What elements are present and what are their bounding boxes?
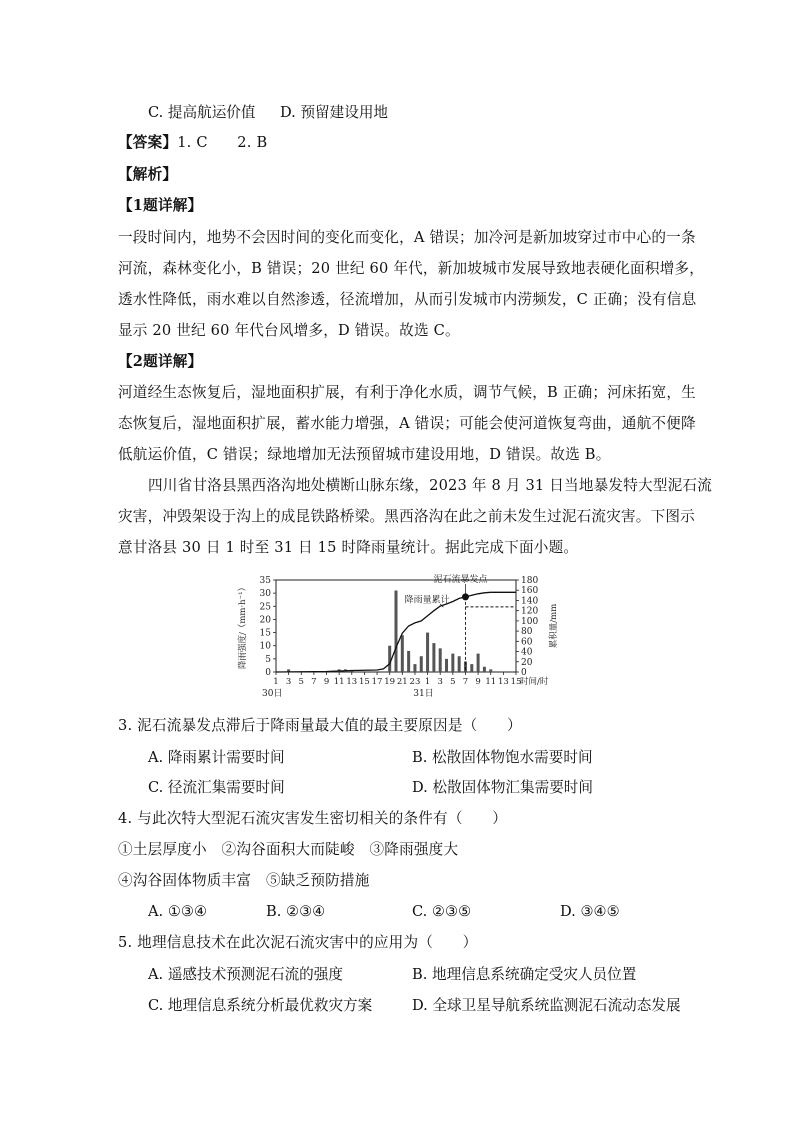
- left-axis-tick-label: 20: [259, 615, 271, 626]
- q4-option-d[interactable]: D. ③④⑤: [560, 903, 620, 920]
- x-axis-tick-label: 13: [497, 677, 509, 687]
- day-label-30: 30日: [262, 689, 283, 699]
- rain-intensity-bar: [489, 669, 492, 672]
- q2-detail-line: 低航运价值，C 错误；绿地增加无法预留城市建设用地，D 错误。故选 B。: [118, 446, 611, 463]
- event-point: [462, 593, 469, 600]
- x-axis-tick-label: 7: [311, 677, 317, 687]
- passage-line: 四川省甘洛县黑西洛沟地处横断山脉东缘，2023 年 8 月 31 日当地暴发特大型泥石流: [148, 477, 712, 494]
- x-axis-tick-label: 1: [273, 677, 279, 687]
- question-3-stem: 3. 泥石流暴发点滞后于降雨量最大值的最主要原因是（ ）: [118, 717, 522, 734]
- x-axis-tick-label: 7: [462, 677, 469, 687]
- rain-intensity-bar: [413, 664, 416, 672]
- x-axis-tick-label: 17: [371, 677, 383, 687]
- rain-intensity-bar: [388, 646, 391, 672]
- q1-detail-line: 显示 20 世纪 60 年代台风增多，D 错误。故选 C。: [118, 322, 460, 339]
- q1-detail-line: 一段时间内，地势不会因时间的变化而变化，A 错误；加冷河是新加坡穿过市中心的一条: [118, 229, 696, 246]
- q3-option-a[interactable]: A. 降雨累计需要时间: [148, 749, 285, 766]
- q5-option-a[interactable]: A. 遥感技术预测泥石流的强度: [148, 966, 343, 983]
- q5-option-d[interactable]: D. 全球卫星导航系统监测泥石流动态发展: [412, 997, 681, 1014]
- q1-detail-line: 透水性降低，雨水难以自然渗透，径流增加，从而引发城市内涝频发，C 正确；没有信息: [118, 291, 697, 308]
- x-axis-tick-label: 15: [510, 677, 522, 687]
- q2-detail-label: 【2题详解】: [118, 353, 203, 370]
- rain-intensity-bar: [401, 635, 404, 672]
- right-axis-tick-label: 0: [521, 668, 527, 678]
- right-axis-tick-label: 60: [521, 637, 533, 648]
- q4-option-a[interactable]: A. ①③④: [148, 903, 208, 920]
- rain-intensity-bar: [395, 591, 398, 672]
- x-axis-tick-label: 21: [396, 677, 408, 687]
- rain-intensity-bar: [470, 664, 473, 672]
- right-axis-tick-label: 180: [521, 576, 539, 586]
- x-axis-tick-label: 9: [323, 677, 330, 687]
- rain-intensity-bar: [483, 667, 486, 672]
- rain-intensity-bar: [432, 643, 435, 672]
- question-5-stem: 5. 地理信息技术在此次泥石流灾害中的应用为（ ）: [118, 934, 478, 951]
- q4-option-c[interactable]: C. ②③⑤: [412, 903, 472, 920]
- passage-line: 灾害，冲毁架设于沟上的成昆铁路桥梁。黑西洛沟在此之前未发生过泥石流灾害。下图示: [118, 508, 695, 525]
- left-axis-tick-label: 10: [259, 641, 271, 652]
- right-axis-tick-label: 40: [521, 647, 533, 658]
- x-axis-tick-label: 11: [485, 677, 497, 687]
- x-axis-tick-label: 9: [475, 677, 481, 687]
- rain-intensity-bar: [451, 654, 454, 672]
- left-axis-tick-label: 0: [265, 668, 271, 678]
- answer-label: 【答案】: [118, 134, 178, 151]
- day-label-31: 31日: [413, 689, 434, 699]
- left-axis-title: 降雨强度/（mm·h⁻¹）: [238, 582, 248, 670]
- right-axis-tick-label: 160: [521, 586, 539, 597]
- q5-option-c[interactable]: C. 地理信息系统分析最优救灾方案: [148, 997, 373, 1014]
- question-4-stem: 4. 与此次特大型泥石流灾害发生密切相关的条件有（ ）: [118, 810, 508, 827]
- rainfall-chart: [234, 572, 564, 704]
- left-axis-tick-label: 15: [259, 628, 271, 639]
- q4-option-b[interactable]: B. ②③④: [266, 903, 326, 920]
- analysis-label: 【解析】: [118, 166, 178, 183]
- x-axis-tick-label: 13: [346, 677, 358, 687]
- q1-detail-line: 河流，森林变化小，B 错误；20 世纪 60 年代，新加坡城市发展导致地表硬化面积增多，: [118, 260, 705, 277]
- left-axis-tick-label: 5: [265, 654, 271, 665]
- q4-conditions: ④沟谷固体物质丰富 ⑤缺乏预防措施: [118, 872, 370, 889]
- x-axis-tick-label: 15: [359, 677, 370, 687]
- q3-option-b[interactable]: B. 松散固体物饱水需要时间: [412, 749, 593, 766]
- right-axis-tick-label: 20: [521, 657, 533, 668]
- right-axis-tick-label: 80: [521, 627, 533, 638]
- x-axis-unit: 时间/时: [520, 677, 549, 687]
- left-axis-tick-label: 30: [259, 589, 271, 600]
- rain-intensity-bar: [407, 651, 410, 672]
- rain-intensity-bar: [420, 656, 423, 672]
- rain-intensity-bar: [477, 654, 480, 672]
- rain-intensity-bar: [439, 648, 442, 672]
- q3-option-c[interactable]: C. 径流汇集需要时间: [148, 779, 285, 796]
- answer-line: [118, 133, 678, 153]
- x-axis-tick-label: 19: [384, 677, 396, 687]
- answer-text: 1. C 2. B: [177, 134, 268, 151]
- passage-line: 意甘洛县 30 日 1 时至 31 日 15 时降雨量统计。据此完成下面小题。: [118, 539, 579, 556]
- right-axis-title: 累积量/mm: [549, 603, 559, 649]
- event-label: 泥石流暴发点: [433, 575, 488, 585]
- q1-detail-label: 【1题详解】: [118, 197, 203, 214]
- x-axis-tick-label: 3: [437, 677, 443, 687]
- x-axis-tick-label: 5: [450, 677, 456, 687]
- x-axis-tick-label: 23: [409, 677, 421, 687]
- x-axis-tick-label: 1: [424, 677, 431, 687]
- q4-conditions: ①土层厚度小 ②沟谷面积大而陡峻 ③降雨强度大: [118, 841, 459, 858]
- rain-intensity-bar: [445, 659, 448, 672]
- rain-intensity-bar: [458, 656, 461, 672]
- prev-option-c: C. 提高航运价值: [148, 104, 256, 121]
- left-axis-tick-label: 35: [259, 576, 271, 586]
- prev-option-d: D. 预留建设用地: [280, 104, 389, 121]
- x-axis-tick-label: 11: [333, 677, 345, 687]
- rain-intensity-bar: [426, 633, 429, 672]
- left-axis-tick-label: 25: [259, 602, 271, 613]
- x-axis-tick-label: 5: [298, 677, 304, 687]
- q3-option-d[interactable]: D. 松散固体物汇集需要时间: [412, 779, 593, 796]
- right-axis-tick-label: 120: [521, 606, 539, 617]
- rainfall-chart-svg: [234, 572, 564, 700]
- q5-option-b[interactable]: B. 地理信息系统确定受灾人员位置: [412, 966, 637, 983]
- right-axis-tick-label: 140: [521, 596, 539, 607]
- q2-detail-line: 态恢复后，湿地面积扩展，蓄水能力增强，A 错误；可能会使河道恢复弯曲，通航不便降: [118, 415, 696, 432]
- cumulative-line-label: 降雨量累计: [404, 595, 450, 606]
- right-axis-tick-label: 100: [521, 616, 539, 627]
- x-axis-tick-label: 3: [285, 677, 292, 687]
- q2-detail-line: 河道经生态恢复后，湿地面积扩展，有利于净化水质，调节气候，B 正确；河床拓宽，生: [118, 384, 696, 401]
